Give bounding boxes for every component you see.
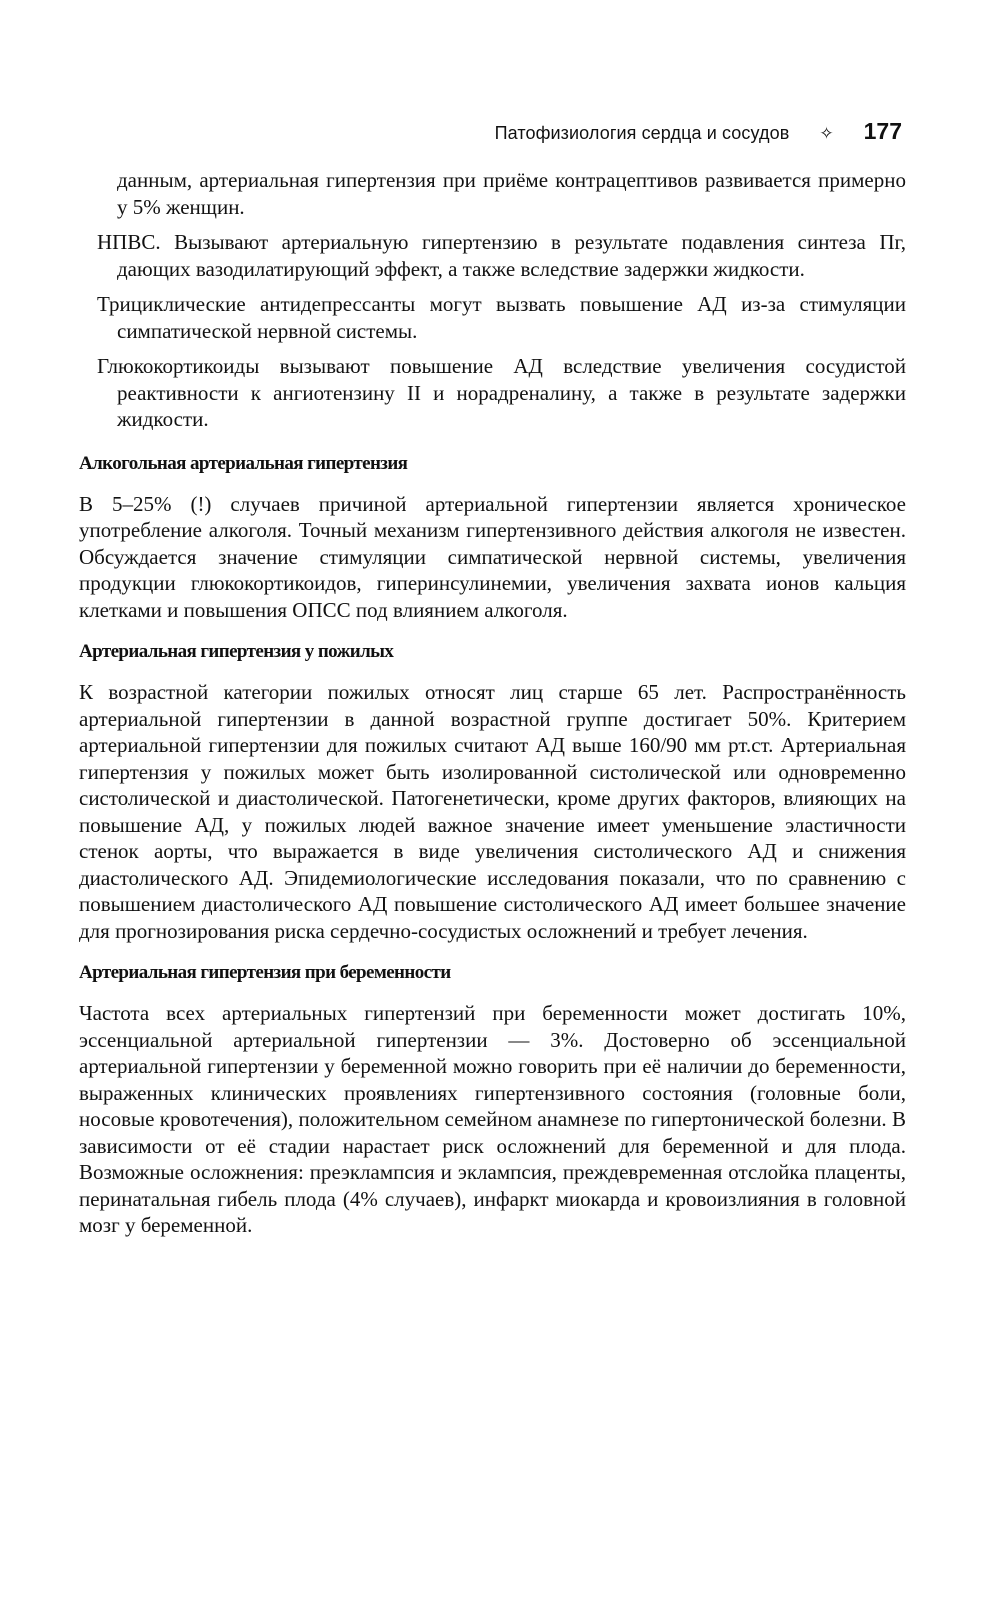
running-header-title: Патофизиология сердца и сосудов <box>494 123 790 143</box>
section-heading-alcohol: Алкогольная артериальная гипертензия <box>79 452 408 474</box>
section-text-pregnancy: Частота всех артериальных гипертензий при беременности может достигать 10%, эссенциальной артериальной гипертензии — 3%. Достоверно об эссенциальной артериальной гипертензии у беременной можно говорить при её наличии до беременности, выраженных клинических проявлениях гипертензивного состояния (головные боли, носовые кровотечения), положительном семейном анамнезе по гипертонической болезни. В зависимости от её стадии нарастает риск осложнений для беременной и для плода. Возможные осложнения: преэклампсия и эклампсия, преждевременная отслойка плаценты, перинатальная гибель плода (4% случаев), инфаркт миокарда и кровоизлияния в головной мозг у беременной. <box>79 1001 906 1237</box>
section-heading-elderly: Артериальная гипертензия у пожилых <box>79 641 394 662</box>
page-number: 177 <box>863 118 902 144</box>
page-body <box>79 167 906 1239</box>
nsaid-paragraph: НПВС. Вызывают артериальную гипертензию в результате подавления синтеза Пг, дающих вазодилатирующий эффект, а также вследствие задержки жидкости. <box>97 230 906 281</box>
glucocorticoid-paragraph: Глюкокортикоиды вызывают повышение АД вследствие увеличения сосудистой реактивности к ангиотензину II и норадреналину, а также в результате задержки жидкости. <box>97 354 906 431</box>
section-text-elderly: К возрастной категории пожилых относят лиц старше 65 лет. Распространённость артериальной гипертензии в данной возрастной группе достигает 50%. Критерием артериальной гипертензии для пожилых считают АД выше 160/90 мм рт.ст. Артериальная гипертензия у пожилых может быть изолированной систолической или одновременно систолической и диастолической. Патогенетически, кроме других факторов, влияющих на повышение АД, у пожилых людей важное значение имеет уменьшение эластичности стенок аорты, что выражается в виде увеличения систолического АД и снижения диастолического АД. Эпидемиологические исследования показали, что по сравнению с повышением диастолического АД повышение систолического АД имеет большее значение для прогнозирования риска сердечно-сосудистых осложнений и требует лечения. <box>79 680 906 943</box>
section-text-alcohol: В 5–25% (!) случаев причиной артериальной гипертензии является хроническое употребление алкоголя. Точный механизм гипертензивного действия алкоголя не известен. Обсуждается значение стимуляции симпатической нервной системы, увеличения продукции глюкокортикоидов, гиперинсулинемии, увеличения захвата ионов кальция клетками и повышения ОПСС под влиянием алкоголя. <box>79 491 906 622</box>
diamond-ornament-icon: ✧ <box>819 124 834 144</box>
section-heading-pregnancy: Артериальная гипертензия при беременности <box>79 962 451 983</box>
continuation-paragraph: данным, артериальная гипертензия при приёме контрацептивов развивается примерно у 5% женщин. <box>117 168 906 219</box>
tricyclic-paragraph: Трициклические антидепрессанты могут вызвать повышение АД из-за стимуляции симпатической нервной системы. <box>97 292 906 343</box>
running-header <box>0 118 902 145</box>
